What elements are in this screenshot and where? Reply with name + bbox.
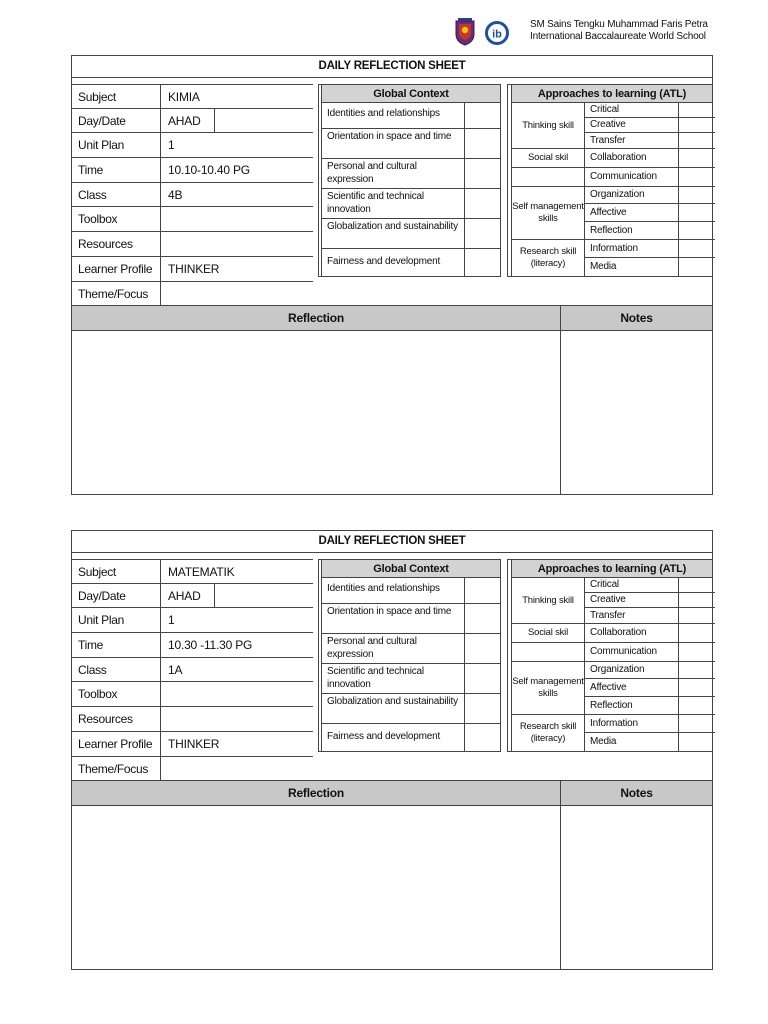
gc-label: Fairness and development <box>327 256 441 267</box>
atl-checkbox[interactable] <box>678 733 715 751</box>
learner-profile-value[interactable]: THINKER <box>160 732 313 756</box>
sheet-title: DAILY REFLECTION SHEET <box>72 531 712 553</box>
school-crest-icon <box>454 18 476 46</box>
class-value[interactable]: 1A <box>160 658 313 682</box>
gc-checkbox[interactable] <box>464 159 500 188</box>
atl-checkbox[interactable] <box>678 624 715 642</box>
atl-skill-label: Affective <box>590 682 627 693</box>
atl-skill-label: Information <box>590 243 638 254</box>
theme-focus-value[interactable] <box>160 757 712 780</box>
day-date-label: Day/Date <box>78 588 126 603</box>
atl-skill[interactable] <box>584 624 715 643</box>
atl-group-social: Social skil <box>512 149 584 168</box>
global-context-table <box>318 559 501 752</box>
atl-skill[interactable] <box>584 715 715 733</box>
resources-row <box>72 232 313 257</box>
gc-checkbox[interactable] <box>464 664 500 693</box>
atl-checkbox[interactable] <box>678 168 715 186</box>
time-label: Time <box>78 638 104 653</box>
atl-skill[interactable] <box>584 643 715 662</box>
gc-row[interactable] <box>322 129 500 159</box>
atl-checkbox[interactable] <box>678 118 715 132</box>
gc-row[interactable] <box>322 694 500 724</box>
atl-skill-label: Critical <box>590 579 619 590</box>
reflection-heading: Reflection <box>72 781 561 805</box>
gc-label: Orientation in space and time <box>327 131 452 142</box>
atl-group-research: Research skill (literacy) <box>519 721 577 744</box>
atl-group-self: Self management skills <box>512 187 584 240</box>
atl-checkbox[interactable] <box>678 187 715 203</box>
atl-checkbox[interactable] <box>678 258 715 276</box>
sheet-title: DAILY REFLECTION SHEET <box>72 56 712 78</box>
unit-plan-value[interactable]: 1 <box>160 133 313 157</box>
atl-checkbox[interactable] <box>678 662 715 678</box>
atl-checkbox[interactable] <box>678 715 715 732</box>
atl-table <box>507 559 713 752</box>
theme-focus-label: Theme/Focus <box>78 287 149 301</box>
gc-checkbox[interactable] <box>464 578 500 603</box>
atl-skill[interactable] <box>584 593 715 608</box>
notes-area[interactable] <box>561 806 712 969</box>
atl-checkbox[interactable] <box>678 643 715 661</box>
notes-heading: Notes <box>620 786 653 800</box>
atl-skill-label: Organization <box>590 189 645 200</box>
subject-row <box>72 559 313 584</box>
gc-row[interactable] <box>322 189 500 219</box>
atl-checkbox[interactable] <box>678 608 715 623</box>
day-date-row <box>72 109 313 134</box>
reflection-heading: Reflection <box>72 306 561 330</box>
gc-label: Orientation in space and time <box>327 606 452 617</box>
atl-skill-label: Information <box>590 718 638 729</box>
class-value[interactable]: 4B <box>160 183 313 207</box>
class-row <box>72 183 313 208</box>
class-label: Class <box>78 187 107 202</box>
atl-skill[interactable] <box>584 697 715 715</box>
atl-skill[interactable] <box>584 258 715 276</box>
subject-value[interactable]: MATEMATIK <box>160 560 313 583</box>
toolbox-row <box>72 207 313 232</box>
gc-row[interactable] <box>322 578 500 604</box>
atl-skill[interactable] <box>584 133 715 149</box>
ib-logo-icon <box>484 20 510 46</box>
gc-checkbox[interactable] <box>464 103 500 128</box>
reflection-notes-header <box>72 306 712 331</box>
gc-label: Identities and relationships <box>327 583 440 594</box>
atl-checkbox[interactable] <box>678 103 715 117</box>
reflection-sheet-1 <box>71 55 713 495</box>
atl-checkbox[interactable] <box>678 133 715 148</box>
atl-skill[interactable] <box>584 149 715 168</box>
resources-row <box>72 707 313 732</box>
school-name-line2: International Baccalaureate World School <box>530 31 706 42</box>
atl-checkbox[interactable] <box>678 204 715 221</box>
atl-skill-label: Reflection <box>590 225 633 236</box>
gc-row[interactable] <box>322 249 500 276</box>
unit-plan-row <box>72 608 313 633</box>
atl-skill[interactable] <box>584 103 715 118</box>
gc-row[interactable] <box>322 604 500 634</box>
unit-plan-value[interactable]: 1 <box>160 608 313 632</box>
atl-group-social: Social skil <box>512 624 584 643</box>
class-row <box>72 658 313 683</box>
atl-skill[interactable] <box>584 240 715 258</box>
toolbox-value[interactable] <box>160 682 313 706</box>
gc-row[interactable] <box>322 724 500 751</box>
atl-skill[interactable] <box>584 118 715 133</box>
atl-skill[interactable] <box>584 168 715 187</box>
gc-row[interactable] <box>322 664 500 694</box>
resources-label: Resources <box>78 712 133 727</box>
subject-label: Subject <box>78 90 116 104</box>
class-label: Class <box>78 662 107 677</box>
unit-plan-label: Unit Plan <box>78 138 124 153</box>
atl-skill[interactable] <box>584 679 715 697</box>
gc-label: Globalization and sustainability <box>327 696 458 707</box>
atl-skill[interactable] <box>584 733 715 751</box>
atl-group-blank <box>512 168 584 187</box>
atl-skill-label: Collaboration <box>590 627 647 638</box>
atl-skill-label: Transfer <box>590 135 626 146</box>
toolbox-label: Toolbox <box>78 212 118 227</box>
school-name-line1: SM Sains Tengku Muhammad Faris Petra <box>530 19 708 30</box>
day-date-label: Day/Date <box>78 113 126 128</box>
atl-checkbox[interactable] <box>678 240 715 257</box>
resources-label: Resources <box>78 237 133 252</box>
school-header <box>450 16 750 50</box>
atl-skill[interactable] <box>584 662 715 679</box>
global-context-table <box>318 84 501 277</box>
atl-checkbox[interactable] <box>678 593 715 607</box>
atl-group-thinking: Thinking skill <box>512 103 584 149</box>
learner-profile-label: Learner Profile <box>78 261 153 276</box>
atl-group-self: Self management skills <box>512 662 584 715</box>
atl-skill-label: Media <box>590 261 617 272</box>
toolbox-value[interactable] <box>160 207 313 231</box>
atl-heading: Approaches to learning (ATL) <box>512 560 712 578</box>
atl-skill[interactable] <box>584 578 715 593</box>
atl-skill[interactable] <box>584 222 715 240</box>
reflection-notes-body <box>72 806 712 969</box>
gc-checkbox[interactable] <box>464 604 500 633</box>
time-value[interactable]: 10.10-10.40 PG <box>160 158 313 182</box>
atl-checkbox[interactable] <box>678 679 715 696</box>
theme-focus-value[interactable] <box>160 282 712 305</box>
lesson-info-table <box>72 84 313 282</box>
atl-skill-label: Critical <box>590 104 619 115</box>
notes-heading: Notes <box>620 311 653 325</box>
atl-skill[interactable] <box>584 608 715 624</box>
gc-label: Scientific and technical innovation <box>327 666 424 690</box>
gc-label: Personal and cultural expression <box>327 636 417 660</box>
resources-value[interactable] <box>160 232 313 256</box>
gc-checkbox[interactable] <box>464 219 500 248</box>
atl-heading: Approaches to learning (ATL) <box>512 85 712 103</box>
learner-profile-value[interactable]: THINKER <box>160 257 313 281</box>
atl-checkbox[interactable] <box>678 697 715 714</box>
atl-skill-label: Transfer <box>590 610 626 621</box>
atl-skill[interactable] <box>584 187 715 204</box>
atl-skill-label: Creative <box>590 594 626 605</box>
subject-row <box>72 84 313 109</box>
theme-focus-label: Theme/Focus <box>78 762 149 776</box>
toolbox-row <box>72 682 313 707</box>
gc-checkbox[interactable] <box>464 724 500 751</box>
atl-table <box>507 84 713 277</box>
gc-row[interactable] <box>322 159 500 189</box>
learner-profile-row <box>72 257 313 282</box>
gc-row[interactable] <box>322 634 500 664</box>
reflection-area[interactable] <box>72 331 561 494</box>
gc-checkbox[interactable] <box>464 694 500 723</box>
atl-skill-label: Collaboration <box>590 152 647 163</box>
learner-profile-label: Learner Profile <box>78 736 153 751</box>
atl-group-thinking: Thinking skill <box>512 578 584 624</box>
reflection-area[interactable] <box>72 806 561 969</box>
gc-label: Scientific and technical innovation <box>327 191 424 215</box>
atl-skill-label: Communication <box>590 646 657 657</box>
atl-checkbox[interactable] <box>678 149 715 167</box>
reflection-sheet-2 <box>71 530 713 970</box>
reflection-notes-header <box>72 781 712 806</box>
day-date-value[interactable]: AHAD <box>160 109 215 133</box>
day-date-row <box>72 584 313 609</box>
gc-checkbox[interactable] <box>464 634 500 663</box>
unit-plan-label: Unit Plan <box>78 613 124 628</box>
gc-label: Personal and cultural expression <box>327 161 417 185</box>
gc-checkbox[interactable] <box>464 129 500 158</box>
gc-checkbox[interactable] <box>464 249 500 276</box>
time-row <box>72 633 313 658</box>
notes-area[interactable] <box>561 331 712 494</box>
gc-row[interactable] <box>322 219 500 249</box>
atl-group-blank <box>512 643 584 662</box>
day-date-value[interactable]: AHAD <box>160 584 215 608</box>
gc-row[interactable] <box>322 103 500 129</box>
subject-value[interactable]: KIMIA <box>160 85 313 108</box>
learner-profile-row <box>72 732 313 757</box>
lesson-info-table <box>72 559 313 757</box>
toolbox-label: Toolbox <box>78 687 118 702</box>
atl-group-research: Research skill (literacy) <box>519 246 577 269</box>
gc-label: Identities and relationships <box>327 108 440 119</box>
theme-focus-row <box>72 757 712 781</box>
school-name <box>530 19 708 43</box>
atl-checkbox[interactable] <box>678 222 715 239</box>
theme-focus-row <box>72 282 712 306</box>
time-label: Time <box>78 163 104 178</box>
atl-skill-label: Creative <box>590 119 626 130</box>
atl-skill-label: Affective <box>590 207 627 218</box>
atl-skill-label: Organization <box>590 664 645 675</box>
time-value[interactable]: 10.30 -11.30 PG <box>160 633 313 657</box>
atl-skill-label: Reflection <box>590 700 633 711</box>
svg-text:ib: ib <box>492 28 502 41</box>
atl-skill-label: Media <box>590 736 617 747</box>
gc-label: Globalization and sustainability <box>327 221 458 232</box>
gc-checkbox[interactable] <box>464 189 500 218</box>
atl-skill-label: Communication <box>590 171 657 182</box>
time-row <box>72 158 313 183</box>
global-context-heading: Global Context <box>322 560 500 578</box>
global-context-heading: Global Context <box>322 85 500 103</box>
subject-label: Subject <box>78 565 116 579</box>
gc-label: Fairness and development <box>327 731 441 742</box>
unit-plan-row <box>72 133 313 158</box>
atl-checkbox[interactable] <box>678 578 715 592</box>
atl-skill[interactable] <box>584 204 715 222</box>
resources-value[interactable] <box>160 707 313 731</box>
reflection-notes-body <box>72 331 712 494</box>
